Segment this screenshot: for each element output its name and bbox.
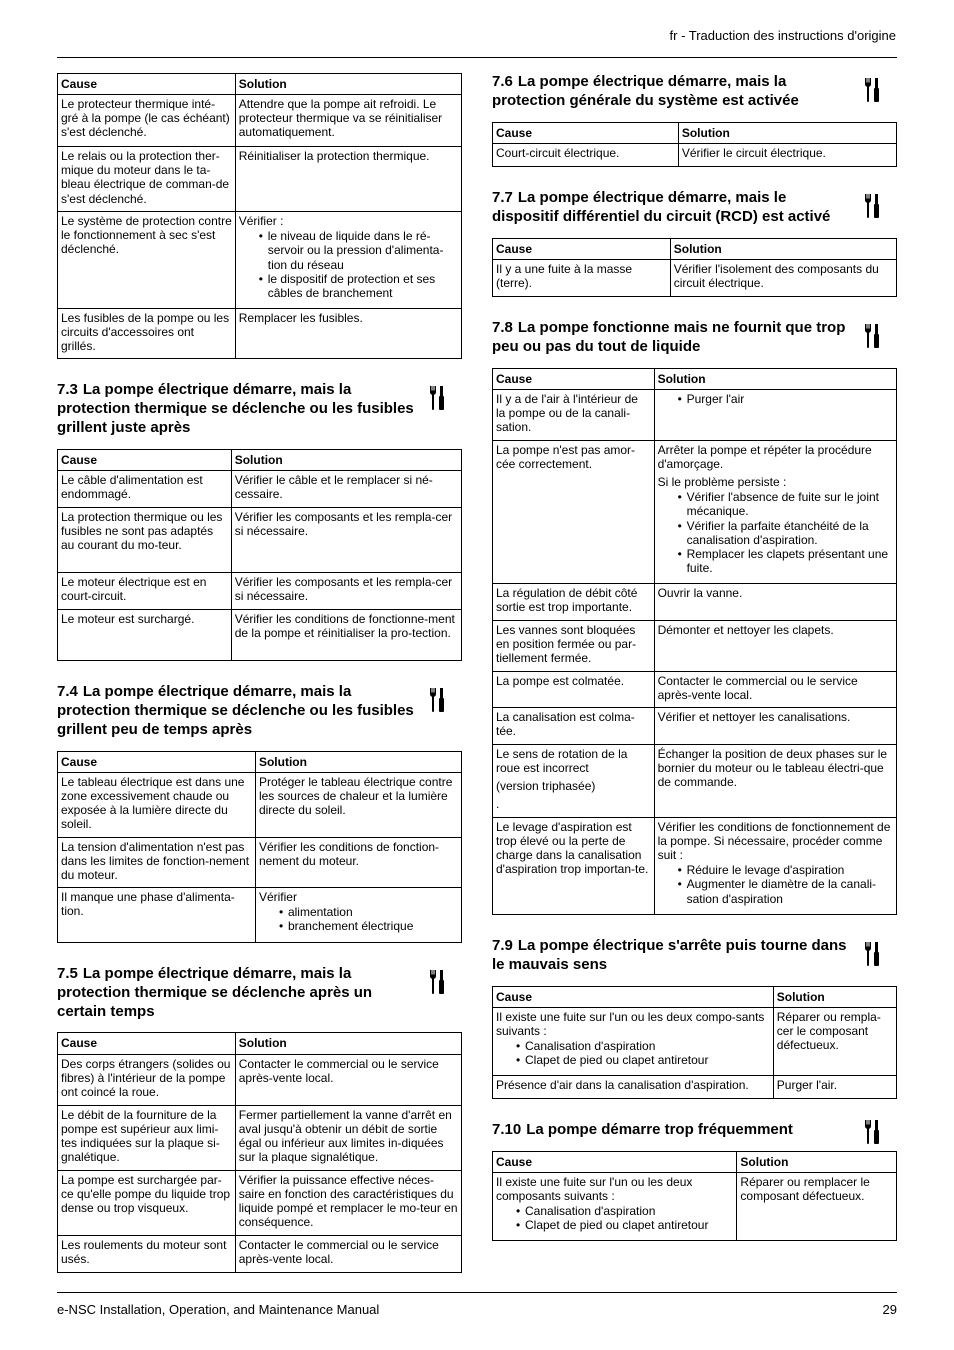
table-row (58, 309, 462, 359)
solution-list (658, 863, 893, 905)
tools-icon (863, 941, 881, 967)
cause-header: Cause (493, 238, 671, 259)
solution-cell: Vérifier les composants et les rempla-cer si nécessaire. (231, 507, 461, 572)
solution-cell: Vérifier et nettoyer les canalisations. (654, 707, 896, 744)
solution-cell: Vérifier le câble et le remplacer si né-cessaire. (231, 470, 461, 507)
solution-cell: Remplacer les fusibles. (235, 309, 461, 359)
table-7-9 (492, 986, 897, 1099)
solution-header: Solution (235, 74, 461, 95)
solution-cell: Vérifier la puissance effective néces-saire en fonction des caractéristiques du liquide pompé et remplacer le mo-teur en conséquence. (235, 1170, 461, 1235)
solution-cell: Contacter le commercial ou le service après-vente local. (654, 671, 896, 707)
solution-cell: Contacter le commercial ou le service après-vente local. (235, 1235, 461, 1272)
cause-header: Cause (493, 986, 774, 1007)
cause-text: Il existe une fuite sur l'un ou les deux composants suivants : (496, 1174, 693, 1203)
section-title: 7.7 La pompe électrique démarre, mais le dispositif différentiel du circuit (RCD) est activé (492, 188, 831, 225)
table-row (493, 389, 897, 440)
table-header-row (493, 986, 897, 1007)
right-column (492, 73, 897, 1241)
table-row (493, 1007, 897, 1075)
cause-header: Cause (493, 122, 679, 143)
table-row (493, 707, 897, 744)
solution-cell (654, 817, 896, 914)
solution-cell: Fermer partiellement la vanne d'arrêt en aval jusqu'à obtenir un débit de sortie égal ou inférieur aux limites in-diquées sur la plaque signalétique. (235, 1105, 461, 1170)
table-row (493, 1075, 897, 1098)
cause-cell: Il y a une fuite à la masse (terre). (493, 259, 671, 296)
solution-cell: Réparer ou rempla-cer le composant défectueux. (773, 1007, 896, 1075)
solution-cell: Vérifier les conditions de fonction-nement du moteur. (255, 837, 461, 887)
table-7-2-continued (57, 73, 462, 359)
cause-cell: Le câble d'alimentation est endommagé. (58, 470, 232, 507)
table-row (58, 609, 462, 660)
cause-cell: Court-circuit électrique. (493, 143, 679, 166)
solution-text: Vérifier : (238, 214, 284, 229)
footer-rule (57, 1292, 897, 1293)
list-item: • branchement électrique (259, 919, 458, 933)
table-row (58, 572, 462, 609)
table-header-row (58, 74, 462, 95)
list-item: • Purger l'air (658, 392, 893, 406)
cause-cell (493, 744, 655, 817)
table-header-row (493, 368, 897, 389)
tools-icon (863, 193, 881, 219)
section-heading-7-7 (492, 189, 897, 227)
solution-cell: Purger l'air. (773, 1075, 896, 1098)
section-heading-7-4 (57, 683, 462, 740)
table-header-row (493, 1151, 897, 1172)
table-row (58, 95, 462, 147)
page-number: 29 (882, 1302, 897, 1317)
cause-cell: Le moteur est surchargé. (58, 609, 232, 660)
tools-icon (863, 323, 881, 349)
cause-list (496, 1204, 733, 1232)
solution-cell (235, 212, 461, 309)
solution-text: Vérifier (258, 889, 297, 904)
solution-header: Solution (737, 1151, 897, 1172)
cause-cell (493, 1007, 774, 1075)
cause-list (496, 1039, 770, 1067)
solution-header: Solution (678, 122, 896, 143)
cause-cell: Il y a de l'air à l'intérieur de la pompe ou de la canali-sation. (493, 389, 655, 440)
solution-text: Arrêter la pompe et répéter la procédure d'amorçage. (657, 442, 872, 471)
tools-icon (863, 1119, 881, 1145)
cause-cell: La régulation de débit côté sortie est trop importante. (493, 583, 655, 620)
tools-icon (428, 385, 446, 411)
cause-header: Cause (493, 368, 655, 389)
solution-cell: Démonter et nettoyer les clapets. (654, 620, 896, 671)
table-row (493, 259, 897, 296)
solution-cell: Attendre que la pompe ait refroidi. Le protecteur thermique va se réinitialiser automatiquement. (235, 95, 461, 147)
solution-cell: Vérifier le circuit électrique. (678, 143, 896, 166)
table-header-row (58, 449, 462, 470)
table-row (58, 887, 462, 942)
table-row (58, 1170, 462, 1235)
cause-cell: Le relais ou la protection ther-mique du moteur dans le ta-bleau électrique de comman-de s'est déclenché. (58, 147, 236, 212)
solution-cell (654, 389, 896, 440)
solution-cell (654, 440, 896, 583)
cause-header: Cause (58, 449, 232, 470)
list-item: • Vérifier la parfaite étanchéité de la canalisation d'aspiration. (658, 519, 893, 547)
solution-header: Solution (773, 986, 896, 1007)
solution-list (259, 905, 458, 933)
cause-cell: La canalisation est colma-tée. (493, 707, 655, 744)
cause-cell: Des corps étrangers (solides ou fibres) à l'intérieur de la pompe ont coincé la roue. (58, 1054, 236, 1105)
section-title: 7.4 La pompe électrique démarre, mais la protection thermique se déclenche ou les fusibles grillent peu de temps après (57, 682, 414, 738)
solution-list (239, 229, 458, 300)
cause-cell: Le tableau électrique est dans une zone excessivement chaude ou exposée à la lumière directe du soleil. (58, 772, 256, 837)
list-item: • Réduire le levage d'aspiration (658, 863, 893, 877)
section-heading-7-5 (57, 965, 462, 1022)
table-row (493, 583, 897, 620)
solution-cell: Protéger le tableau électrique contre les sources de chaleur et la lumière directe du soleil. (255, 772, 461, 837)
tools-icon (428, 687, 446, 713)
cause-cell: Le moteur électrique est en court-circuit. (58, 572, 232, 609)
solution-cell (255, 887, 461, 942)
solution-cell: Contacter le commercial ou le service après-vente local. (235, 1054, 461, 1105)
table-row (58, 507, 462, 572)
tools-icon (863, 77, 881, 103)
cause-cell: La tension d'alimentation n'est pas dans les limites de fonction-nement du moteur. (58, 837, 256, 887)
table-row (58, 772, 462, 837)
cause-cell: Les roulements du moteur sont usés. (58, 1235, 236, 1272)
table-row (493, 817, 897, 914)
section-title: 7.8 La pompe fonctionne mais ne fournit que trop peu ou pas du tout de liquide (492, 318, 846, 355)
solution-text: Vérifier les conditions de fonctionnement de la pompe. Si nécessaire, procéder comme suit : (657, 819, 891, 863)
solution-cell: Réparer ou remplacer le composant défectueux. (737, 1172, 897, 1240)
cause-cell: Le débit de la fourniture de la pompe est supérieur aux limi-tes indiquées sur la plaque si-gnalétique. (58, 1105, 236, 1170)
table-7-6 (492, 122, 897, 167)
running-header: fr - Traduction des instructions d'origine (669, 28, 896, 43)
cause-cell: Les fusibles de la pompe ou les circuits d'accessoires ont grillés. (58, 309, 236, 359)
table-row (58, 837, 462, 887)
table-header-row (493, 238, 897, 259)
cause-cell: Il manque une phase d'alimenta-tion. (58, 887, 256, 942)
solution-text: Si le problème persiste : (657, 475, 787, 490)
table-7-4 (57, 751, 462, 943)
section-title: 7.10 La pompe démarre trop fréquemment (492, 1120, 793, 1138)
cause-cell: La pompe est surchargée par-ce qu'elle pompe du liquide trop dense ou trop visqueux. (58, 1170, 236, 1235)
table-7-3 (57, 449, 462, 661)
cause-cell: Présence d'air dans la canalisation d'aspiration. (493, 1075, 774, 1098)
cause-cell: Le système de protection contre le fonctionnement à sec s'est déclenché. (58, 212, 236, 309)
table-row (58, 1054, 462, 1105)
list-item: • Canalisation d'aspiration (496, 1039, 770, 1053)
table-7-8 (492, 368, 897, 915)
solution-list (658, 490, 893, 575)
cause-text: Le sens de rotation de la roue est incorrect (496, 746, 628, 775)
solution-header: Solution (231, 449, 461, 470)
tools-icon (428, 969, 446, 995)
cause-text: (version triphasée) (496, 779, 596, 794)
cause-header: Cause (493, 1151, 737, 1172)
solution-header: Solution (654, 368, 896, 389)
list-item: • Clapet de pied ou clapet antiretour (496, 1218, 733, 1232)
cause-cell: La protection thermique ou les fusibles ne sont pas adaptés au courant du mo-teur. (58, 507, 232, 572)
list-item: • Augmenter le diamètre de la canali-sation d'aspiration (658, 877, 893, 905)
table-row (493, 440, 897, 583)
cause-cell: Le protecteur thermique inté-gré à la pompe (le cas échéant) s'est déclenché. (58, 95, 236, 147)
section-title: 7.3 La pompe électrique démarre, mais la protection thermique se déclenche ou les fusibles grillent juste après (57, 381, 414, 436)
table-header-row (493, 122, 897, 143)
section-title: 7.6 La pompe électrique démarre, mais la protection générale du système est activée (492, 73, 799, 109)
table-header-row (58, 751, 462, 772)
table-7-7 (492, 238, 897, 297)
list-item: • Vérifier l'absence de fuite sur le joint mécanique. (658, 490, 893, 518)
section-heading-7-8 (492, 319, 897, 357)
table-row (58, 212, 462, 309)
cause-header: Cause (58, 751, 256, 772)
cause-text: Il existe une fuite sur l'un ou les deux compo-sants suivants : (496, 1009, 765, 1038)
table-row (58, 147, 462, 212)
footer-manual-title: e-NSC Installation, Operation, and Maintenance Manual (57, 1302, 380, 1317)
table-row (58, 1235, 462, 1272)
solution-cell: Vérifier l'isolement des composants du circuit électrique. (670, 259, 896, 296)
table-row (58, 470, 462, 507)
cause-cell: La pompe est colmatée. (493, 671, 655, 707)
header-rule (57, 57, 897, 58)
table-row (493, 143, 897, 166)
table-header-row (58, 1033, 462, 1054)
section-title: 7.5 La pompe électrique démarre, mais la protection thermique se déclenche après un certain temps (57, 964, 373, 1020)
list-item: • Clapet de pied ou clapet antiretour (496, 1053, 770, 1067)
table-row (58, 1105, 462, 1170)
list-item: • Canalisation d'aspiration (496, 1204, 733, 1218)
cause-text: . (496, 797, 500, 812)
list-item: • Remplacer les clapets présentant une fuite. (658, 547, 893, 575)
solution-cell: Réinitialiser la protection thermique. (235, 147, 461, 212)
table-7-5 (57, 1032, 462, 1272)
table-row (493, 620, 897, 671)
list-item: • alimentation (259, 905, 458, 919)
solution-cell: Vérifier les conditions de fonctionne-ment de la pompe et réinitialiser la pro-tection. (231, 609, 461, 660)
section-title: 7.9 La pompe électrique s'arrête puis tourne dans le mauvais sens (492, 936, 847, 973)
cause-cell: Les vannes sont bloquées en position fermée ou par-tiellement fermée. (493, 620, 655, 671)
solution-cell: Ouvrir la vanne. (654, 583, 896, 620)
table-row (493, 1172, 897, 1240)
section-heading-7-9 (492, 937, 897, 975)
cause-cell (493, 1172, 737, 1240)
solution-header: Solution (255, 751, 461, 772)
solution-cell: Échanger la position de deux phases sur le bornier du moteur ou le tableau électri-que de commande. (654, 744, 896, 817)
left-column (57, 73, 462, 1273)
cause-cell: Le levage d'aspiration est trop élevé ou la perte de charge dans la canalisation d'aspiration trop importan-te. (493, 817, 655, 914)
section-heading-7-3 (57, 381, 462, 438)
section-heading-7-10 (492, 1121, 897, 1140)
solution-header: Solution (235, 1033, 461, 1054)
solution-list (658, 392, 893, 406)
list-item: • le niveau de liquide dans le ré-servoir ou la pression d'alimenta-tion du réseau (239, 229, 458, 271)
solution-cell: Vérifier les composants et les rempla-cer si nécessaire. (231, 572, 461, 609)
solution-header: Solution (670, 238, 896, 259)
cause-header: Cause (58, 1033, 236, 1054)
table-row (493, 744, 897, 817)
table-7-10 (492, 1151, 897, 1241)
section-heading-7-6 (492, 73, 897, 111)
list-item: • le dispositif de protection et ses câbles de branchement (239, 272, 458, 300)
cause-header: Cause (58, 74, 236, 95)
table-row (493, 671, 897, 707)
cause-cell: La pompe n'est pas amor-cée correctement. (493, 440, 655, 583)
